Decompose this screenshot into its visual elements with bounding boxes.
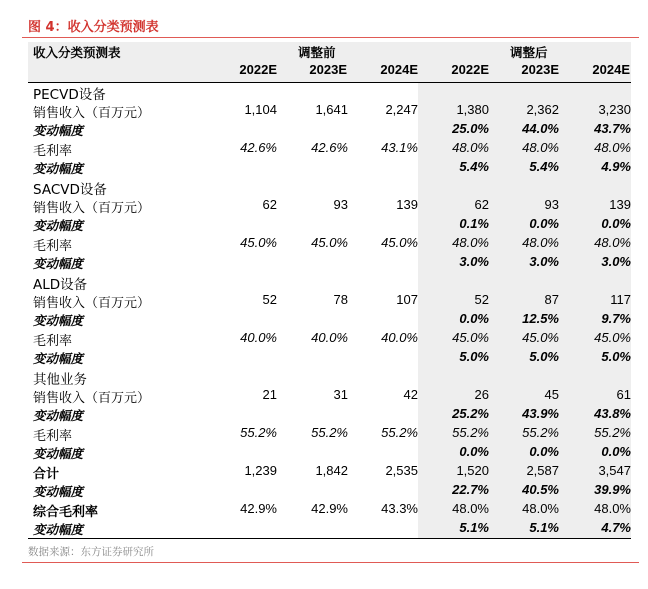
table-cell: 0.0% <box>459 444 489 459</box>
table-cell: 5.0% <box>529 349 559 364</box>
row-label: 其他业务 <box>33 372 87 388</box>
section-row <box>28 82 631 101</box>
table-cell: 45.0% <box>311 235 348 250</box>
table-cell: 0.0% <box>529 444 559 459</box>
table-cell: 55.2% <box>381 425 418 440</box>
row-label: 变动幅度 <box>33 161 84 176</box>
year-header: 2023E <box>309 62 347 77</box>
row-label: 毛利率 <box>33 144 73 159</box>
table-cell: 107 <box>396 292 418 307</box>
table-cell: 25.2% <box>452 406 489 421</box>
table-cell: 43.3% <box>381 501 418 516</box>
table-row <box>28 196 631 215</box>
table-cell: 52 <box>474 292 489 307</box>
table-cell: 1,104 <box>244 102 277 117</box>
row-label: 变动幅度 <box>33 313 84 328</box>
table-cell: 45.0% <box>594 330 631 345</box>
row-label: 销售收入（百万元） <box>33 391 151 406</box>
table-row <box>28 234 631 253</box>
table-cell: 2,587 <box>526 463 559 478</box>
table-cell: 5.4% <box>529 159 559 174</box>
table-cell: 4.7% <box>601 520 631 535</box>
group-header-after: 调整后 <box>510 45 548 60</box>
table-cell: 43.9% <box>522 406 559 421</box>
top-divider <box>22 37 639 38</box>
table-cell: 42.6% <box>240 140 277 155</box>
row-label: 销售收入（百万元） <box>33 296 151 311</box>
row-label: PECVD设备 <box>33 87 106 103</box>
table-cell: 48.0% <box>522 235 559 250</box>
source-note: 数据来源：东方证券研究所 <box>28 546 154 558</box>
row-label: 变动幅度 <box>33 218 84 233</box>
table-row <box>28 253 631 272</box>
table-cell: 40.0% <box>240 330 277 345</box>
row-label: 销售收入（百万元） <box>33 106 151 121</box>
row-label: 变动幅度 <box>33 256 84 271</box>
row-label: 变动幅度 <box>33 446 84 461</box>
table-cell: 43.8% <box>594 406 631 421</box>
section-row <box>28 272 631 291</box>
table-cell: 3.0% <box>601 254 631 269</box>
table-cell: 39.9% <box>594 482 631 497</box>
table-cell: 55.2% <box>522 425 559 440</box>
table-cell: 22.7% <box>452 482 489 497</box>
year-header: 2024E <box>592 62 630 77</box>
table-cell: 48.0% <box>594 501 631 516</box>
table-cell: 44.0% <box>522 121 559 136</box>
table-cell: 48.0% <box>452 235 489 250</box>
table-row <box>28 291 631 310</box>
row-label: 变动幅度 <box>33 408 84 423</box>
table-cell: 5.4% <box>459 159 489 174</box>
table-cell: 1,842 <box>315 463 348 478</box>
table-cell: 3.0% <box>459 254 489 269</box>
row-label: 变动幅度 <box>33 123 84 138</box>
table-row <box>28 405 631 424</box>
table-row <box>28 158 631 177</box>
row-label: 变动幅度 <box>33 522 84 537</box>
table-cell: 48.0% <box>452 501 489 516</box>
table-row <box>28 481 631 500</box>
table-cell: 25.0% <box>452 121 489 136</box>
table-cell: 55.2% <box>240 425 277 440</box>
table-cell: 2,362 <box>526 102 559 117</box>
row-label: 变动幅度 <box>33 484 84 499</box>
table-cell: 0.1% <box>459 216 489 231</box>
table-cell: 1,380 <box>456 102 489 117</box>
table-cell: 42 <box>403 387 418 402</box>
table-row <box>28 101 631 120</box>
table-cell: 2,247 <box>385 102 418 117</box>
table-cell: 55.2% <box>452 425 489 440</box>
row-label: 毛利率 <box>33 239 73 254</box>
table-cell: 45.0% <box>452 330 489 345</box>
table-cell: 45.0% <box>522 330 559 345</box>
year-header: 2022E <box>239 62 277 77</box>
table-cell: 62 <box>262 197 277 212</box>
table-cell: 3,230 <box>598 102 631 117</box>
table-cell: 0.0% <box>601 216 631 231</box>
table-row <box>28 386 631 405</box>
table-cell: 5.1% <box>529 520 559 535</box>
table-cell: 3,547 <box>598 463 631 478</box>
table-cell: 12.5% <box>522 311 559 326</box>
table-cell: 40.5% <box>522 482 559 497</box>
table-cell: 0.0% <box>529 216 559 231</box>
table-title: 收入分类预测表 <box>33 45 121 60</box>
table-cell: 43.7% <box>594 121 631 136</box>
table-cell: 9.7% <box>601 311 631 326</box>
table-row <box>28 139 631 158</box>
table-cell: 45 <box>544 387 559 402</box>
table-cell: 0.0% <box>601 444 631 459</box>
table-cell: 42.9% <box>311 501 348 516</box>
table-cell: 87 <box>544 292 559 307</box>
row-label: 合计 <box>33 467 60 482</box>
table-row <box>28 500 631 519</box>
row-label: 毛利率 <box>33 334 73 349</box>
bottom-divider <box>22 562 639 563</box>
table-cell: 78 <box>333 292 348 307</box>
row-label: 销售收入（百万元） <box>33 201 151 216</box>
table-cell: 5.1% <box>459 520 489 535</box>
table-row <box>28 424 631 443</box>
section-row <box>28 177 631 196</box>
table-cell: 1,641 <box>315 102 348 117</box>
table-cell: 5.0% <box>601 349 631 364</box>
figure-title: 图 4：收入分类预测表 <box>28 20 159 35</box>
year-header: 2024E <box>380 62 418 77</box>
table-cell: 48.0% <box>522 140 559 155</box>
section-row <box>28 367 631 386</box>
table-row <box>28 462 631 481</box>
table-cell: 117 <box>610 292 631 307</box>
table-cell: 52 <box>262 292 277 307</box>
table-cell: 31 <box>333 387 348 402</box>
table-cell: 93 <box>544 197 559 212</box>
table-cell: 2,535 <box>385 463 418 478</box>
table-cell: 26 <box>474 387 489 402</box>
group-header-before: 调整前 <box>298 45 336 60</box>
table-cell: 1,239 <box>244 463 277 478</box>
table-row <box>28 120 631 139</box>
row-label: ALD设备 <box>33 277 88 293</box>
table-cell: 42.6% <box>311 140 348 155</box>
year-header: 2023E <box>521 62 559 77</box>
row-label: 变动幅度 <box>33 351 84 366</box>
table-bottom-line <box>28 538 631 539</box>
table-cell: 55.2% <box>311 425 348 440</box>
table-cell: 0.0% <box>459 311 489 326</box>
row-label: 综合毛利率 <box>33 505 99 520</box>
table-cell: 1,520 <box>456 463 489 478</box>
table-row <box>28 443 631 462</box>
table-cell: 5.0% <box>459 349 489 364</box>
table-cell: 48.0% <box>522 501 559 516</box>
table-cell: 62 <box>474 197 489 212</box>
table-cell: 45.0% <box>381 235 418 250</box>
table-cell: 40.0% <box>381 330 418 345</box>
table-cell: 45.0% <box>240 235 277 250</box>
table-row <box>28 310 631 329</box>
table-cell: 43.1% <box>381 140 418 155</box>
table-cell: 48.0% <box>594 140 631 155</box>
table-cell: 139 <box>396 197 418 212</box>
table-cell: 93 <box>333 197 348 212</box>
table-row <box>28 329 631 348</box>
table-cell: 42.9% <box>240 501 277 516</box>
table-row <box>28 519 631 538</box>
table-cell: 3.0% <box>529 254 559 269</box>
table-row <box>28 348 631 367</box>
row-label: 毛利率 <box>33 429 73 444</box>
table-cell: 4.9% <box>601 159 631 174</box>
table-cell: 40.0% <box>311 330 348 345</box>
table-cell: 21 <box>262 387 277 402</box>
table-cell: 61 <box>616 387 631 402</box>
year-header: 2022E <box>451 62 489 77</box>
table-row <box>28 215 631 234</box>
row-label: SACVD设备 <box>33 182 107 198</box>
table-cell: 139 <box>609 197 631 212</box>
table-cell: 48.0% <box>452 140 489 155</box>
table-cell: 48.0% <box>594 235 631 250</box>
table-cell: 55.2% <box>594 425 631 440</box>
